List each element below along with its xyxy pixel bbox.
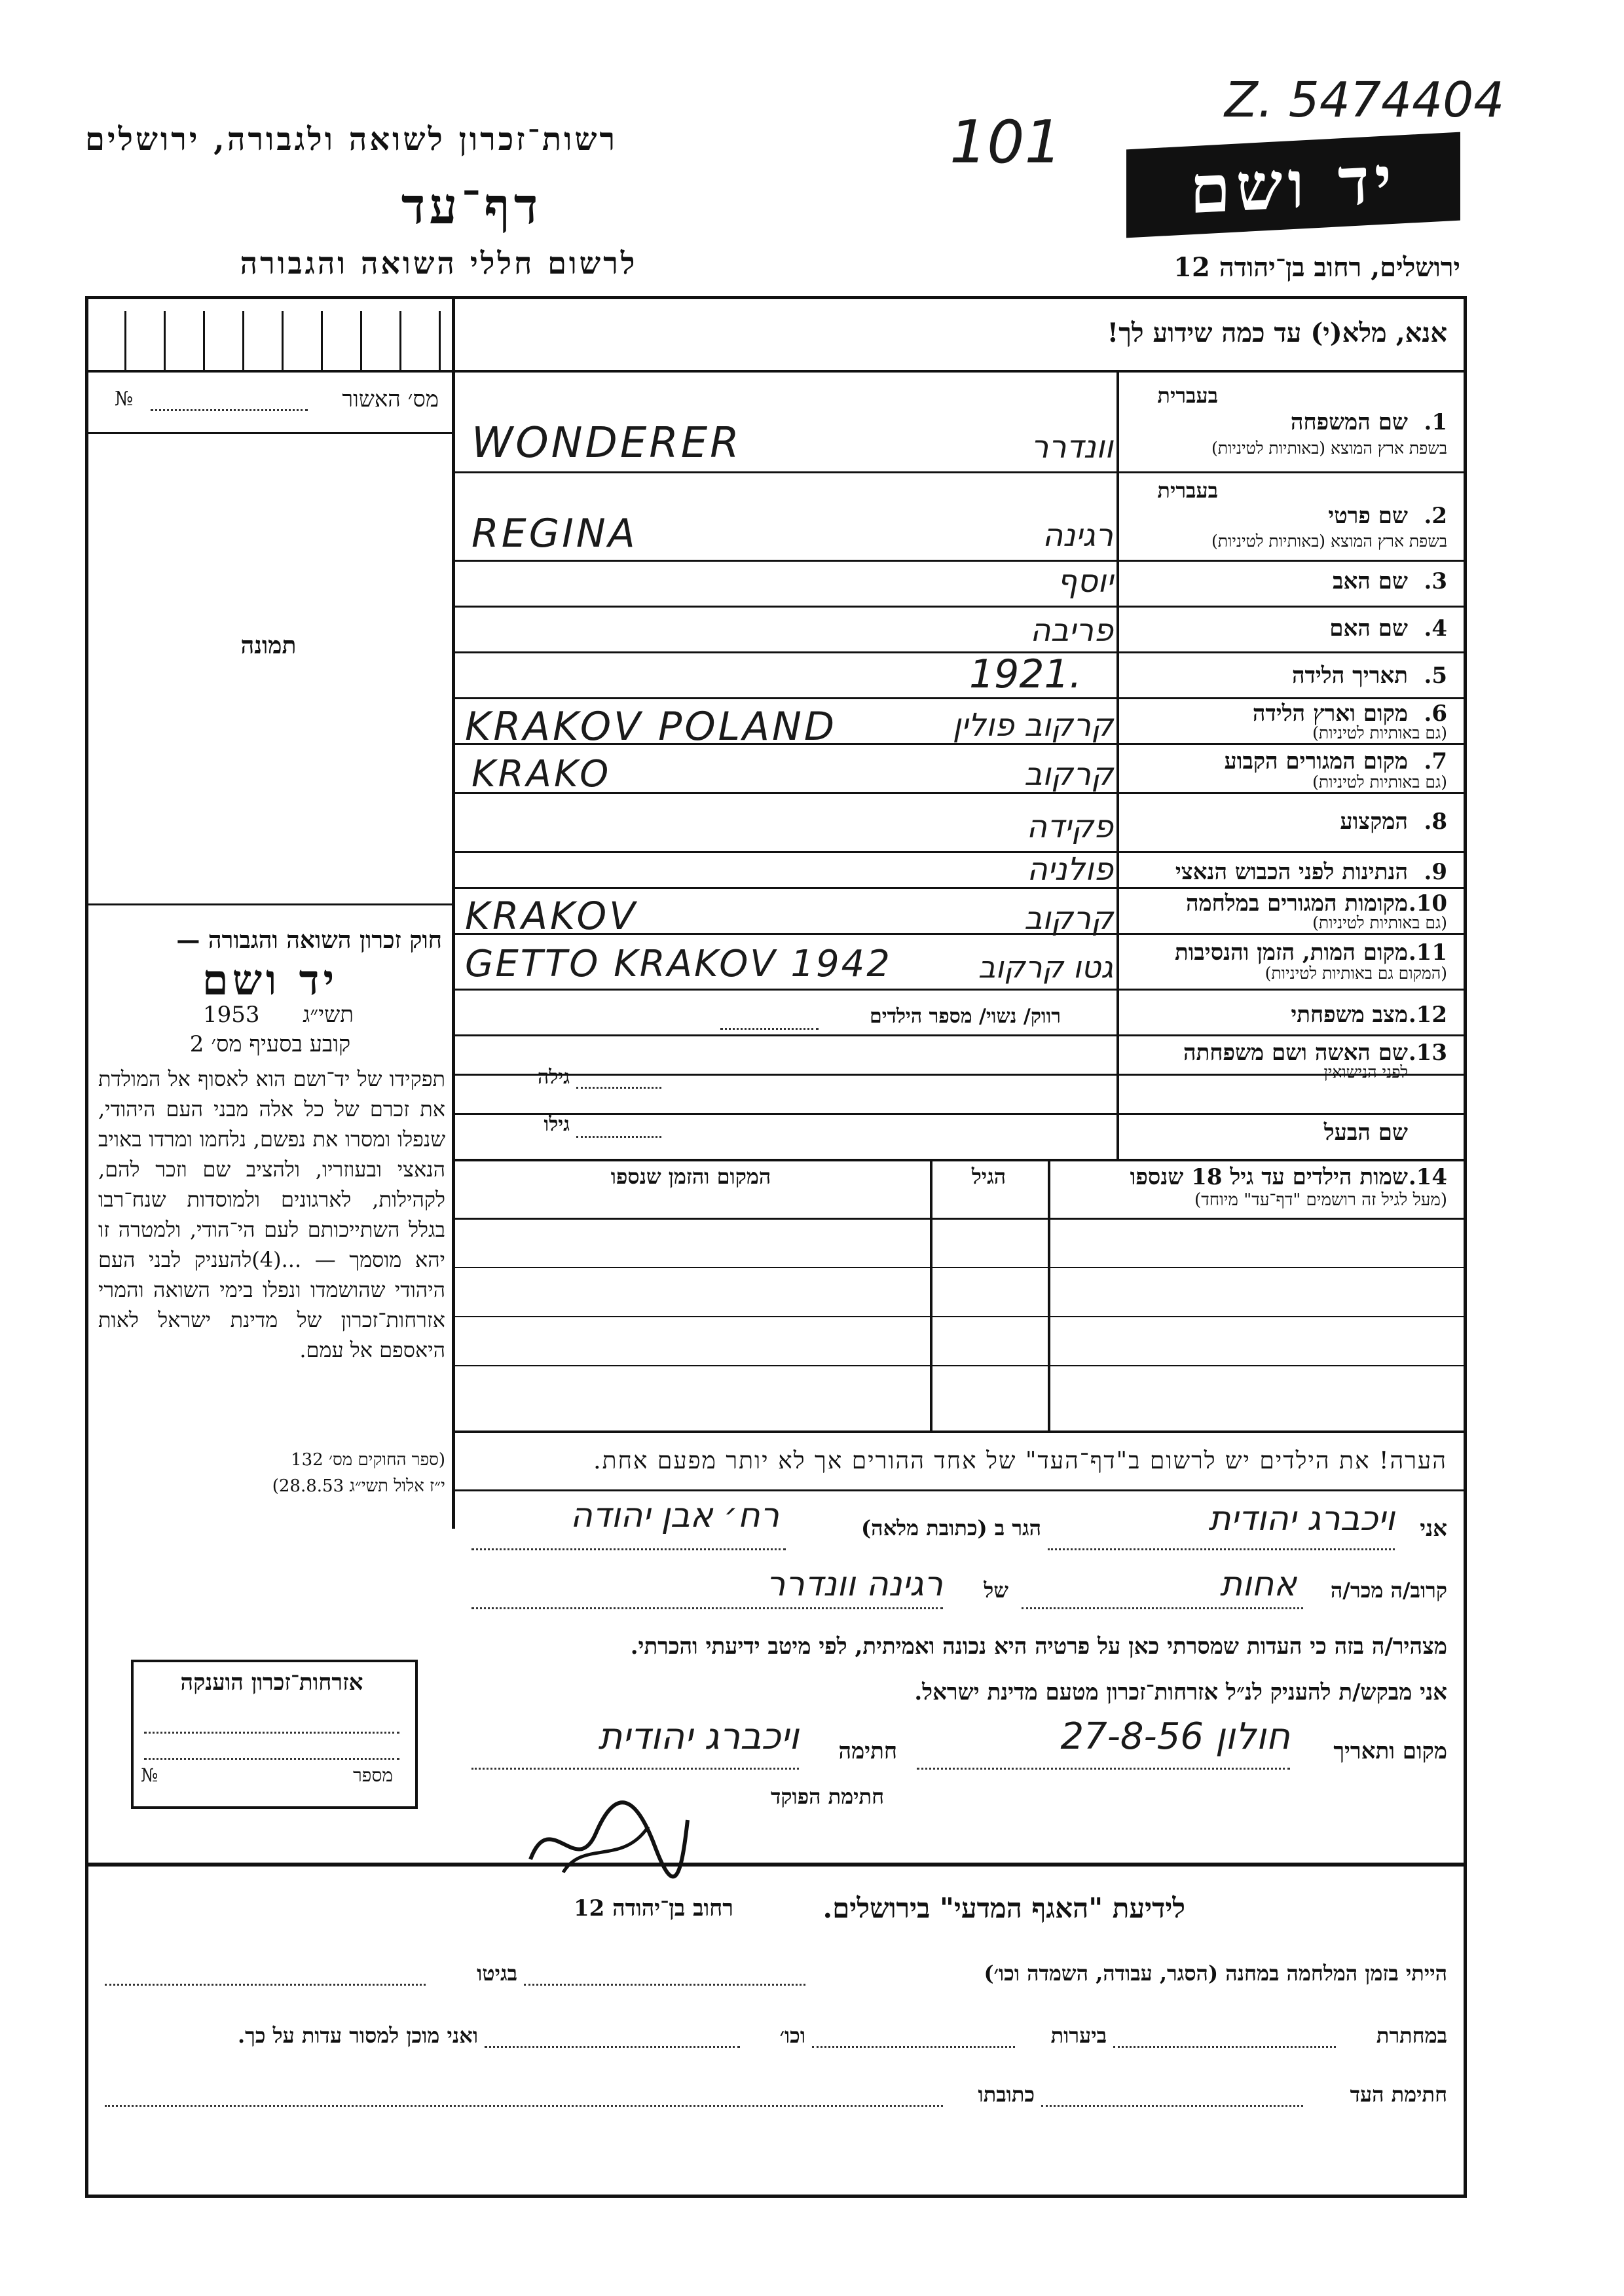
signature-label: חתימה (838, 1738, 897, 1764)
footer-underground-label: במחתרת (1376, 2023, 1447, 2048)
field-label: שם האב (1333, 568, 1408, 594)
field-sublabel: (המקום גם באותיות לטיניות) (1264, 964, 1447, 983)
witness-signature[interactable]: ויכברג יהודית (598, 1715, 799, 1758)
field-value-hebrew[interactable]: קרקוב (1024, 900, 1113, 937)
witness-name[interactable]: ויכברג יהודית (1208, 1499, 1395, 1539)
citizenship-number-label: מספר (353, 1764, 393, 1786)
field-label: שם הבעל (1323, 1120, 1408, 1146)
field-value-latin[interactable]: KRAKOV POLAND (465, 704, 838, 750)
citizenship-number: № (141, 1764, 158, 1786)
instruction: אנא, מלא(י) עד כמה שידוע לך! (1107, 318, 1447, 348)
officer-signature (524, 1781, 694, 1886)
field-label: תאריך הלידה (1291, 663, 1408, 689)
field-value-hebrew[interactable]: פריבה (1030, 612, 1113, 649)
law-text: תפקידו של יד־ושם הוא לאסוף אל המולדת את זכרם של כל אלה מבני העם היהודי, שנפלו ומסרו את נפשם, נלחמו ומרדו באויב הנאצי ובעוזריו, ולהציב שם וזכר להם, לקהילות, לארגונים ולמוסדות שנח־רבו בגלל השתייכותם לעם הי־הודי, ולמטרה זו יהא מוסמך — ...(4)להעניק לבני העם היהודי שהושמדו ונפלו בימי השואה והמרי אזרחות־זכרון של מדינת ישראל לאות היאספם אל עמם. (98, 1066, 446, 1362)
field-number: 11. (1408, 939, 1447, 966)
field-number: 9. (1424, 859, 1447, 885)
field-number: 14. (1408, 1164, 1447, 1190)
field-value-hebrew[interactable]: רגינה (1042, 517, 1113, 554)
field-sublabel: (גם באותיות לטיניות) (1312, 773, 1447, 792)
field-number: 3. (1424, 568, 1447, 594)
field-number: 13. (1408, 1040, 1447, 1066)
field-sublabel: (גם באותיות לטיניות) (1312, 723, 1447, 742)
law-reference-1: (ספר החוקים מס׳ 132 (291, 1450, 445, 1470)
field-sublabel: לפני הנישואין (1323, 1063, 1408, 1082)
witness-address[interactable]: רח׳ אבן יהודה (570, 1496, 779, 1535)
field-number: 5. (1424, 663, 1447, 689)
handwritten-number-1: 101 (950, 108, 1062, 177)
place-date-value[interactable]: חולון 27-8-56 (1060, 1715, 1290, 1758)
footer-address-label: כתובתו (978, 2082, 1035, 2107)
footer-etc-label: וכו׳ (779, 2023, 805, 2048)
photo-label: תמונה (240, 632, 297, 659)
field-number: 10. (1408, 890, 1447, 917)
law-reference-2: י״ז אלול תשי״ג 28.8.53) (272, 1476, 445, 1496)
field-sublabel: בשפת ארץ המוצא (באותיות לטיניות) (1211, 532, 1447, 551)
field-value-hebrew[interactable]: פקידה (1026, 809, 1113, 845)
approval-no: № (115, 388, 134, 410)
field-label: שם המשפחה (1290, 409, 1408, 435)
column-age: הגיל (971, 1164, 1006, 1189)
field-label: המקצוע (1340, 809, 1408, 835)
field-value-hebrew[interactable]: גטו קרקוב (978, 949, 1113, 985)
wife-age-label: גילה (537, 1066, 570, 1089)
field-value-latin[interactable]: REGINA (471, 511, 638, 556)
field-value-latin[interactable]: KRAKOV (465, 894, 638, 938)
field-number: 12. (1408, 1002, 1447, 1028)
field-value-latin[interactable]: KRAKO (471, 753, 612, 795)
footer-title: לידיעת "האגף המדעי" בירושלים. (822, 1892, 1185, 1924)
field-number: 4. (1424, 615, 1447, 642)
field-label: מקום וארץ הלידה (1252, 701, 1408, 727)
field-value-latin[interactable]: WONDERER (471, 419, 742, 467)
field-number: 2. (1424, 503, 1447, 529)
column-place: המקום והזמן שנספו (610, 1164, 771, 1189)
field-number: 8. (1424, 809, 1447, 835)
address: ירושלים, רחוב בן־יהודה 12 (1173, 252, 1460, 283)
field-number: 7. (1424, 748, 1447, 774)
place-date-label: מקום ותאריך (1333, 1738, 1447, 1764)
field-number: 1. (1424, 409, 1447, 435)
form-subtitle: לרשום חללי השואה והגבורה (240, 246, 638, 281)
declaration-statement: מצהיר/ה בזה כי העדות שמסרתי כאן על פרטיה היא נכונה ואמיתית, לפי מיטב ידיעתי והכרתי. (630, 1633, 1447, 1660)
marital-options[interactable]: רווק/ נשוי/ מספר הילדים (869, 1005, 1061, 1028)
field-value-hebrew[interactable]: פולניה (1027, 851, 1113, 888)
field-value-latin[interactable]: GETTO KRAKOV 1942 (465, 943, 892, 985)
of-value[interactable]: רגינה וונדרר (766, 1565, 943, 1604)
field-sublabel: בשפת ארץ המוצא (באותיות לטיניות) (1211, 439, 1447, 458)
form-title: דף־עד (401, 177, 542, 235)
field-label: שם פרטי (1328, 503, 1408, 529)
husband-age-label: גילו (544, 1113, 570, 1136)
declaration-request: אני מבקש/ת להעניק לנ״ל אזרחות־זכרון מטעם מדינת ישראל. (914, 1679, 1447, 1705)
field-sublabel: (גם באותיות לטיניות) (1312, 913, 1447, 932)
field-value-hebrew[interactable]: וונדרר (1031, 429, 1113, 465)
footer-address: רחוב בן־יהודה 12 (573, 1895, 733, 1922)
children-sublabel: (מעל לגיל זה רושמים "דף־עד" מיוחד) (1194, 1190, 1447, 1210)
footer-signature-label: חתימת העד (1350, 2082, 1447, 2107)
field-value-latin[interactable]: 1921. (969, 651, 1082, 697)
i-label: אני (1420, 1516, 1447, 1542)
footer-ghetto-label: בגיטו (477, 1961, 517, 1986)
field-label: מקום המגורים הקבוע (1224, 748, 1408, 774)
footer-camp-label: הייתי בזמן המלחמה במחנה (הסגר, עבודה, השמדה וכו׳) (984, 1961, 1447, 1986)
field-label: הנתינות לפני הכבוש הנאצי (1175, 859, 1408, 885)
field-label: שם האשה ושם משפחתה (1183, 1040, 1408, 1066)
law-section: קובע בסעיף מס׳ 2 (189, 1031, 351, 1057)
citizenship-title: אזרחות־זכרון הוענקה (180, 1669, 363, 1696)
address-label: הגר ב (כתובת מלאה) (861, 1516, 1041, 1540)
law-year-heb: תשי״ג (303, 1002, 354, 1028)
field-value-hebrew[interactable]: קרקוב פולין (952, 707, 1113, 744)
field-label: מצב משפחתי (1291, 1002, 1408, 1028)
law-name: יד ושם (202, 956, 339, 1005)
relation-label: קרוב/ה מכר/ה (1330, 1578, 1447, 1603)
approval-label: מס׳ האשור (342, 386, 439, 412)
field-value-hebrew[interactable]: יוסף (1057, 563, 1113, 600)
field-label: שם האם (1329, 615, 1408, 642)
id-boxes (92, 304, 458, 370)
handwritten-number-2: Z. 5474404 (1225, 72, 1505, 128)
field-label: מקום המות, הזמן והנסיבות (1174, 939, 1408, 966)
law-year: 1953 (203, 1002, 260, 1028)
footer-testimony-label: ואני מוכן למסור עדות על כך. (237, 2023, 478, 2048)
officer-label: חתימת הפוקד (771, 1784, 884, 1809)
of-label: של (984, 1578, 1008, 1603)
children-label: שמות הילדים עד גיל 18 שנספו (1130, 1164, 1408, 1190)
hebrew-tag: בעברית (1157, 383, 1218, 408)
law-title: חוק זכרון השואה והגבורה — (176, 926, 442, 954)
relation-value[interactable]: אחות (1219, 1565, 1297, 1604)
authority-title: רשות־זכרון לשואה ולגבורה, ירושלים (85, 121, 618, 158)
yad-vashem-logo: יד ושם (1126, 132, 1460, 238)
footer-forests-label: ביערות (1050, 2023, 1107, 2048)
field-value-hebrew[interactable]: קרקוב (1024, 756, 1113, 793)
note: הערה! את הילדים יש לרשום ב"דף־העד" של אחד ההורים אך לא יותר מפעם אחת. (593, 1448, 1447, 1474)
field-number: 6. (1424, 701, 1447, 727)
hebrew-tag: בעברית (1157, 478, 1218, 503)
field-label: מקומות המגורים במלחמה (1185, 890, 1408, 917)
